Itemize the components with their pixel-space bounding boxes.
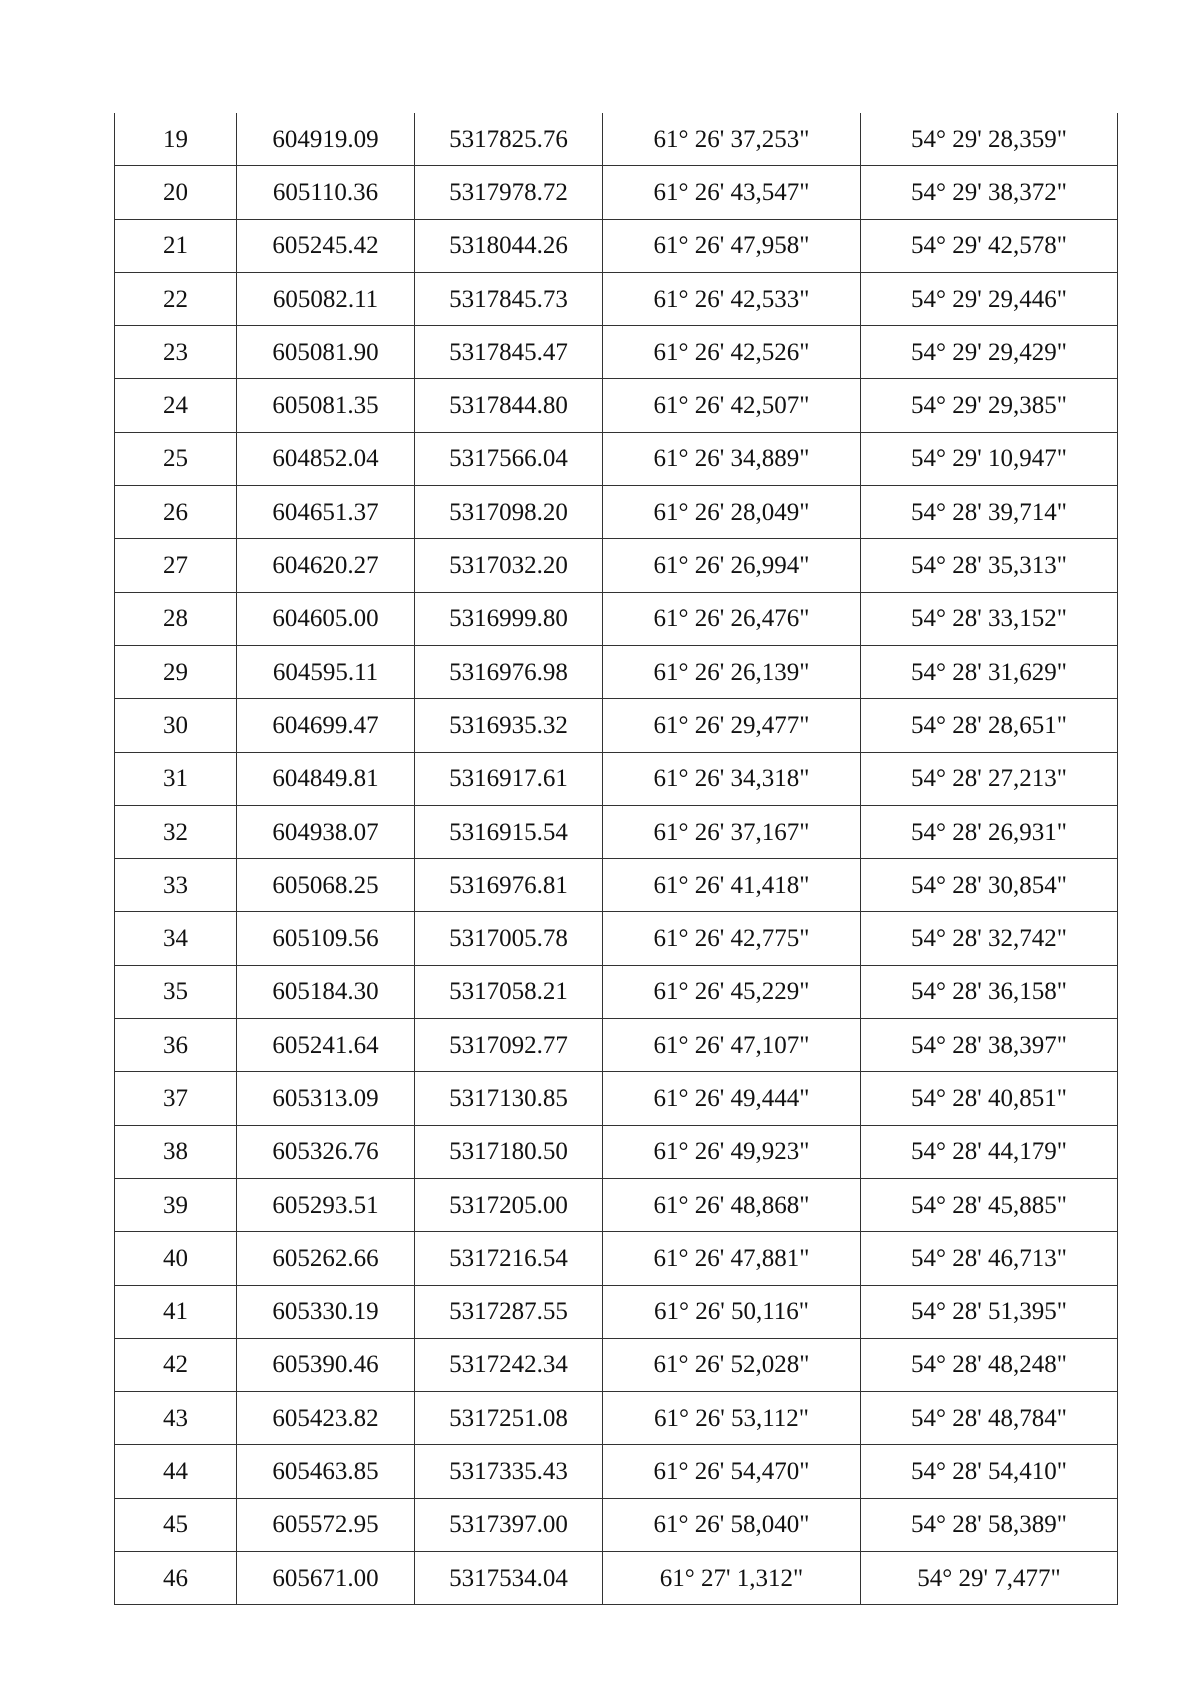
longitude-cell: 61° 26' 53,112" xyxy=(603,1392,861,1445)
latitude-cell: 54° 29' 29,429" xyxy=(861,326,1118,379)
y-coordinate-cell: 5317092.77 xyxy=(415,1019,603,1072)
x-coordinate-cell: 605245.42 xyxy=(237,219,415,272)
x-coordinate-cell: 604651.37 xyxy=(237,486,415,539)
point-number-cell: 23 xyxy=(115,326,237,379)
x-coordinate-cell: 604938.07 xyxy=(237,805,415,858)
point-number-cell: 43 xyxy=(115,1392,237,1445)
x-coordinate-cell: 605671.00 xyxy=(237,1552,415,1605)
longitude-cell: 61° 26' 48,868" xyxy=(603,1178,861,1231)
latitude-cell: 54° 28' 32,742" xyxy=(861,912,1118,965)
coordinates-table-body xyxy=(115,113,1118,1605)
point-number-cell: 20 xyxy=(115,166,237,219)
longitude-cell: 61° 26' 42,533" xyxy=(603,272,861,325)
latitude-cell: 54° 28' 33,152" xyxy=(861,592,1118,645)
x-coordinate-cell: 605184.30 xyxy=(237,965,415,1018)
latitude-cell: 54° 29' 42,578" xyxy=(861,219,1118,272)
table-row xyxy=(115,219,1118,272)
longitude-cell: 61° 26' 26,476" xyxy=(603,592,861,645)
point-number-cell: 44 xyxy=(115,1445,237,1498)
point-number-cell: 29 xyxy=(115,645,237,698)
table-row xyxy=(115,752,1118,805)
y-coordinate-cell: 5317534.04 xyxy=(415,1552,603,1605)
longitude-cell: 61° 26' 37,167" xyxy=(603,805,861,858)
longitude-cell: 61° 26' 37,253" xyxy=(603,113,861,166)
y-coordinate-cell: 5317180.50 xyxy=(415,1125,603,1178)
longitude-cell: 61° 26' 42,526" xyxy=(603,326,861,379)
longitude-cell: 61° 27' 1,312" xyxy=(603,1552,861,1605)
x-coordinate-cell: 605110.36 xyxy=(237,166,415,219)
latitude-cell: 54° 28' 26,931" xyxy=(861,805,1118,858)
longitude-cell: 61° 26' 45,229" xyxy=(603,965,861,1018)
point-number-cell: 39 xyxy=(115,1178,237,1231)
y-coordinate-cell: 5317242.34 xyxy=(415,1338,603,1391)
point-number-cell: 30 xyxy=(115,699,237,752)
x-coordinate-cell: 604919.09 xyxy=(237,113,415,166)
longitude-cell: 61° 26' 41,418" xyxy=(603,859,861,912)
longitude-cell: 61° 26' 49,444" xyxy=(603,1072,861,1125)
x-coordinate-cell: 605572.95 xyxy=(237,1498,415,1551)
latitude-cell: 54° 29' 28,359" xyxy=(861,113,1118,166)
point-number-cell: 24 xyxy=(115,379,237,432)
x-coordinate-cell: 605082.11 xyxy=(237,272,415,325)
latitude-cell: 54° 28' 30,854" xyxy=(861,859,1118,912)
point-number-cell: 27 xyxy=(115,539,237,592)
longitude-cell: 61° 26' 50,116" xyxy=(603,1285,861,1338)
longitude-cell: 61° 26' 47,107" xyxy=(603,1019,861,1072)
latitude-cell: 54° 28' 31,629" xyxy=(861,645,1118,698)
y-coordinate-cell: 5317205.00 xyxy=(415,1178,603,1231)
table-row xyxy=(115,699,1118,752)
latitude-cell: 54° 28' 27,213" xyxy=(861,752,1118,805)
latitude-cell: 54° 28' 54,410" xyxy=(861,1445,1118,1498)
point-number-cell: 25 xyxy=(115,432,237,485)
y-coordinate-cell: 5317825.76 xyxy=(415,113,603,166)
latitude-cell: 54° 29' 29,446" xyxy=(861,272,1118,325)
longitude-cell: 61° 26' 58,040" xyxy=(603,1498,861,1551)
latitude-cell: 54° 28' 48,784" xyxy=(861,1392,1118,1445)
y-coordinate-cell: 5316999.80 xyxy=(415,592,603,645)
table-row xyxy=(115,432,1118,485)
table-row xyxy=(115,1285,1118,1338)
table-row xyxy=(115,1125,1118,1178)
latitude-cell: 54° 28' 51,395" xyxy=(861,1285,1118,1338)
point-number-cell: 41 xyxy=(115,1285,237,1338)
y-coordinate-cell: 5317032.20 xyxy=(415,539,603,592)
y-coordinate-cell: 5317130.85 xyxy=(415,1072,603,1125)
y-coordinate-cell: 5317058.21 xyxy=(415,965,603,1018)
table-row xyxy=(115,965,1118,1018)
x-coordinate-cell: 605330.19 xyxy=(237,1285,415,1338)
point-number-cell: 37 xyxy=(115,1072,237,1125)
x-coordinate-cell: 604595.11 xyxy=(237,645,415,698)
longitude-cell: 61° 26' 49,923" xyxy=(603,1125,861,1178)
longitude-cell: 61° 26' 28,049" xyxy=(603,486,861,539)
point-number-cell: 35 xyxy=(115,965,237,1018)
table-row xyxy=(115,1232,1118,1285)
latitude-cell: 54° 28' 39,714" xyxy=(861,486,1118,539)
y-coordinate-cell: 5317978.72 xyxy=(415,166,603,219)
table-row xyxy=(115,645,1118,698)
y-coordinate-cell: 5317098.20 xyxy=(415,486,603,539)
x-coordinate-cell: 605423.82 xyxy=(237,1392,415,1445)
table-row xyxy=(115,166,1118,219)
latitude-cell: 54° 28' 45,885" xyxy=(861,1178,1118,1231)
longitude-cell: 61° 26' 43,547" xyxy=(603,166,861,219)
longitude-cell: 61° 26' 42,507" xyxy=(603,379,861,432)
y-coordinate-cell: 5317005.78 xyxy=(415,912,603,965)
point-number-cell: 33 xyxy=(115,859,237,912)
point-number-cell: 34 xyxy=(115,912,237,965)
x-coordinate-cell: 605463.85 xyxy=(237,1445,415,1498)
table-row xyxy=(115,1019,1118,1072)
table-row xyxy=(115,859,1118,912)
x-coordinate-cell: 605313.09 xyxy=(237,1072,415,1125)
y-coordinate-cell: 5318044.26 xyxy=(415,219,603,272)
table-row xyxy=(115,1552,1118,1605)
point-number-cell: 21 xyxy=(115,219,237,272)
y-coordinate-cell: 5317335.43 xyxy=(415,1445,603,1498)
y-coordinate-cell: 5316935.32 xyxy=(415,699,603,752)
latitude-cell: 54° 29' 10,947" xyxy=(861,432,1118,485)
table-row xyxy=(115,805,1118,858)
latitude-cell: 54° 28' 48,248" xyxy=(861,1338,1118,1391)
longitude-cell: 61° 26' 26,994" xyxy=(603,539,861,592)
table-row xyxy=(115,379,1118,432)
x-coordinate-cell: 604849.81 xyxy=(237,752,415,805)
longitude-cell: 61° 26' 34,889" xyxy=(603,432,861,485)
point-number-cell: 36 xyxy=(115,1019,237,1072)
x-coordinate-cell: 605326.76 xyxy=(237,1125,415,1178)
table-row xyxy=(115,326,1118,379)
y-coordinate-cell: 5317845.73 xyxy=(415,272,603,325)
longitude-cell: 61° 26' 47,958" xyxy=(603,219,861,272)
point-number-cell: 40 xyxy=(115,1232,237,1285)
latitude-cell: 54° 29' 38,372" xyxy=(861,166,1118,219)
y-coordinate-cell: 5317287.55 xyxy=(415,1285,603,1338)
x-coordinate-cell: 605262.66 xyxy=(237,1232,415,1285)
x-coordinate-cell: 605081.35 xyxy=(237,379,415,432)
y-coordinate-cell: 5317251.08 xyxy=(415,1392,603,1445)
table-row xyxy=(115,1445,1118,1498)
longitude-cell: 61° 26' 54,470" xyxy=(603,1445,861,1498)
y-coordinate-cell: 5317397.00 xyxy=(415,1498,603,1551)
longitude-cell: 61° 26' 26,139" xyxy=(603,645,861,698)
x-coordinate-cell: 604852.04 xyxy=(237,432,415,485)
latitude-cell: 54° 28' 46,713" xyxy=(861,1232,1118,1285)
table-row xyxy=(115,272,1118,325)
point-number-cell: 32 xyxy=(115,805,237,858)
point-number-cell: 45 xyxy=(115,1498,237,1551)
longitude-cell: 61° 26' 34,318" xyxy=(603,752,861,805)
x-coordinate-cell: 605109.56 xyxy=(237,912,415,965)
x-coordinate-cell: 605390.46 xyxy=(237,1338,415,1391)
table-row xyxy=(115,592,1118,645)
point-number-cell: 38 xyxy=(115,1125,237,1178)
point-number-cell: 26 xyxy=(115,486,237,539)
table-row xyxy=(115,912,1118,965)
latitude-cell: 54° 28' 38,397" xyxy=(861,1019,1118,1072)
table-row xyxy=(115,113,1118,166)
table-row xyxy=(115,1178,1118,1231)
x-coordinate-cell: 604620.27 xyxy=(237,539,415,592)
latitude-cell: 54° 28' 40,851" xyxy=(861,1072,1118,1125)
point-number-cell: 28 xyxy=(115,592,237,645)
latitude-cell: 54° 28' 58,389" xyxy=(861,1498,1118,1551)
y-coordinate-cell: 5317216.54 xyxy=(415,1232,603,1285)
longitude-cell: 61° 26' 29,477" xyxy=(603,699,861,752)
table-row xyxy=(115,1498,1118,1551)
x-coordinate-cell: 605241.64 xyxy=(237,1019,415,1072)
table-row xyxy=(115,486,1118,539)
table-row xyxy=(115,539,1118,592)
y-coordinate-cell: 5317844.80 xyxy=(415,379,603,432)
point-number-cell: 46 xyxy=(115,1552,237,1605)
point-number-cell: 19 xyxy=(115,113,237,166)
x-coordinate-cell: 604605.00 xyxy=(237,592,415,645)
latitude-cell: 54° 28' 28,651" xyxy=(861,699,1118,752)
y-coordinate-cell: 5317845.47 xyxy=(415,326,603,379)
table-row xyxy=(115,1072,1118,1125)
y-coordinate-cell: 5316976.81 xyxy=(415,859,603,912)
latitude-cell: 54° 29' 7,477" xyxy=(861,1552,1118,1605)
point-number-cell: 31 xyxy=(115,752,237,805)
coordinates-table xyxy=(114,113,1118,1605)
latitude-cell: 54° 28' 36,158" xyxy=(861,965,1118,1018)
x-coordinate-cell: 604699.47 xyxy=(237,699,415,752)
y-coordinate-cell: 5317566.04 xyxy=(415,432,603,485)
longitude-cell: 61° 26' 47,881" xyxy=(603,1232,861,1285)
point-number-cell: 22 xyxy=(115,272,237,325)
latitude-cell: 54° 28' 44,179" xyxy=(861,1125,1118,1178)
point-number-cell: 42 xyxy=(115,1338,237,1391)
y-coordinate-cell: 5316915.54 xyxy=(415,805,603,858)
y-coordinate-cell: 5316976.98 xyxy=(415,645,603,698)
longitude-cell: 61° 26' 52,028" xyxy=(603,1338,861,1391)
x-coordinate-cell: 605068.25 xyxy=(237,859,415,912)
x-coordinate-cell: 605081.90 xyxy=(237,326,415,379)
y-coordinate-cell: 5316917.61 xyxy=(415,752,603,805)
x-coordinate-cell: 605293.51 xyxy=(237,1178,415,1231)
table-row xyxy=(115,1338,1118,1391)
longitude-cell: 61° 26' 42,775" xyxy=(603,912,861,965)
table-row xyxy=(115,1392,1118,1445)
latitude-cell: 54° 28' 35,313" xyxy=(861,539,1118,592)
latitude-cell: 54° 29' 29,385" xyxy=(861,379,1118,432)
